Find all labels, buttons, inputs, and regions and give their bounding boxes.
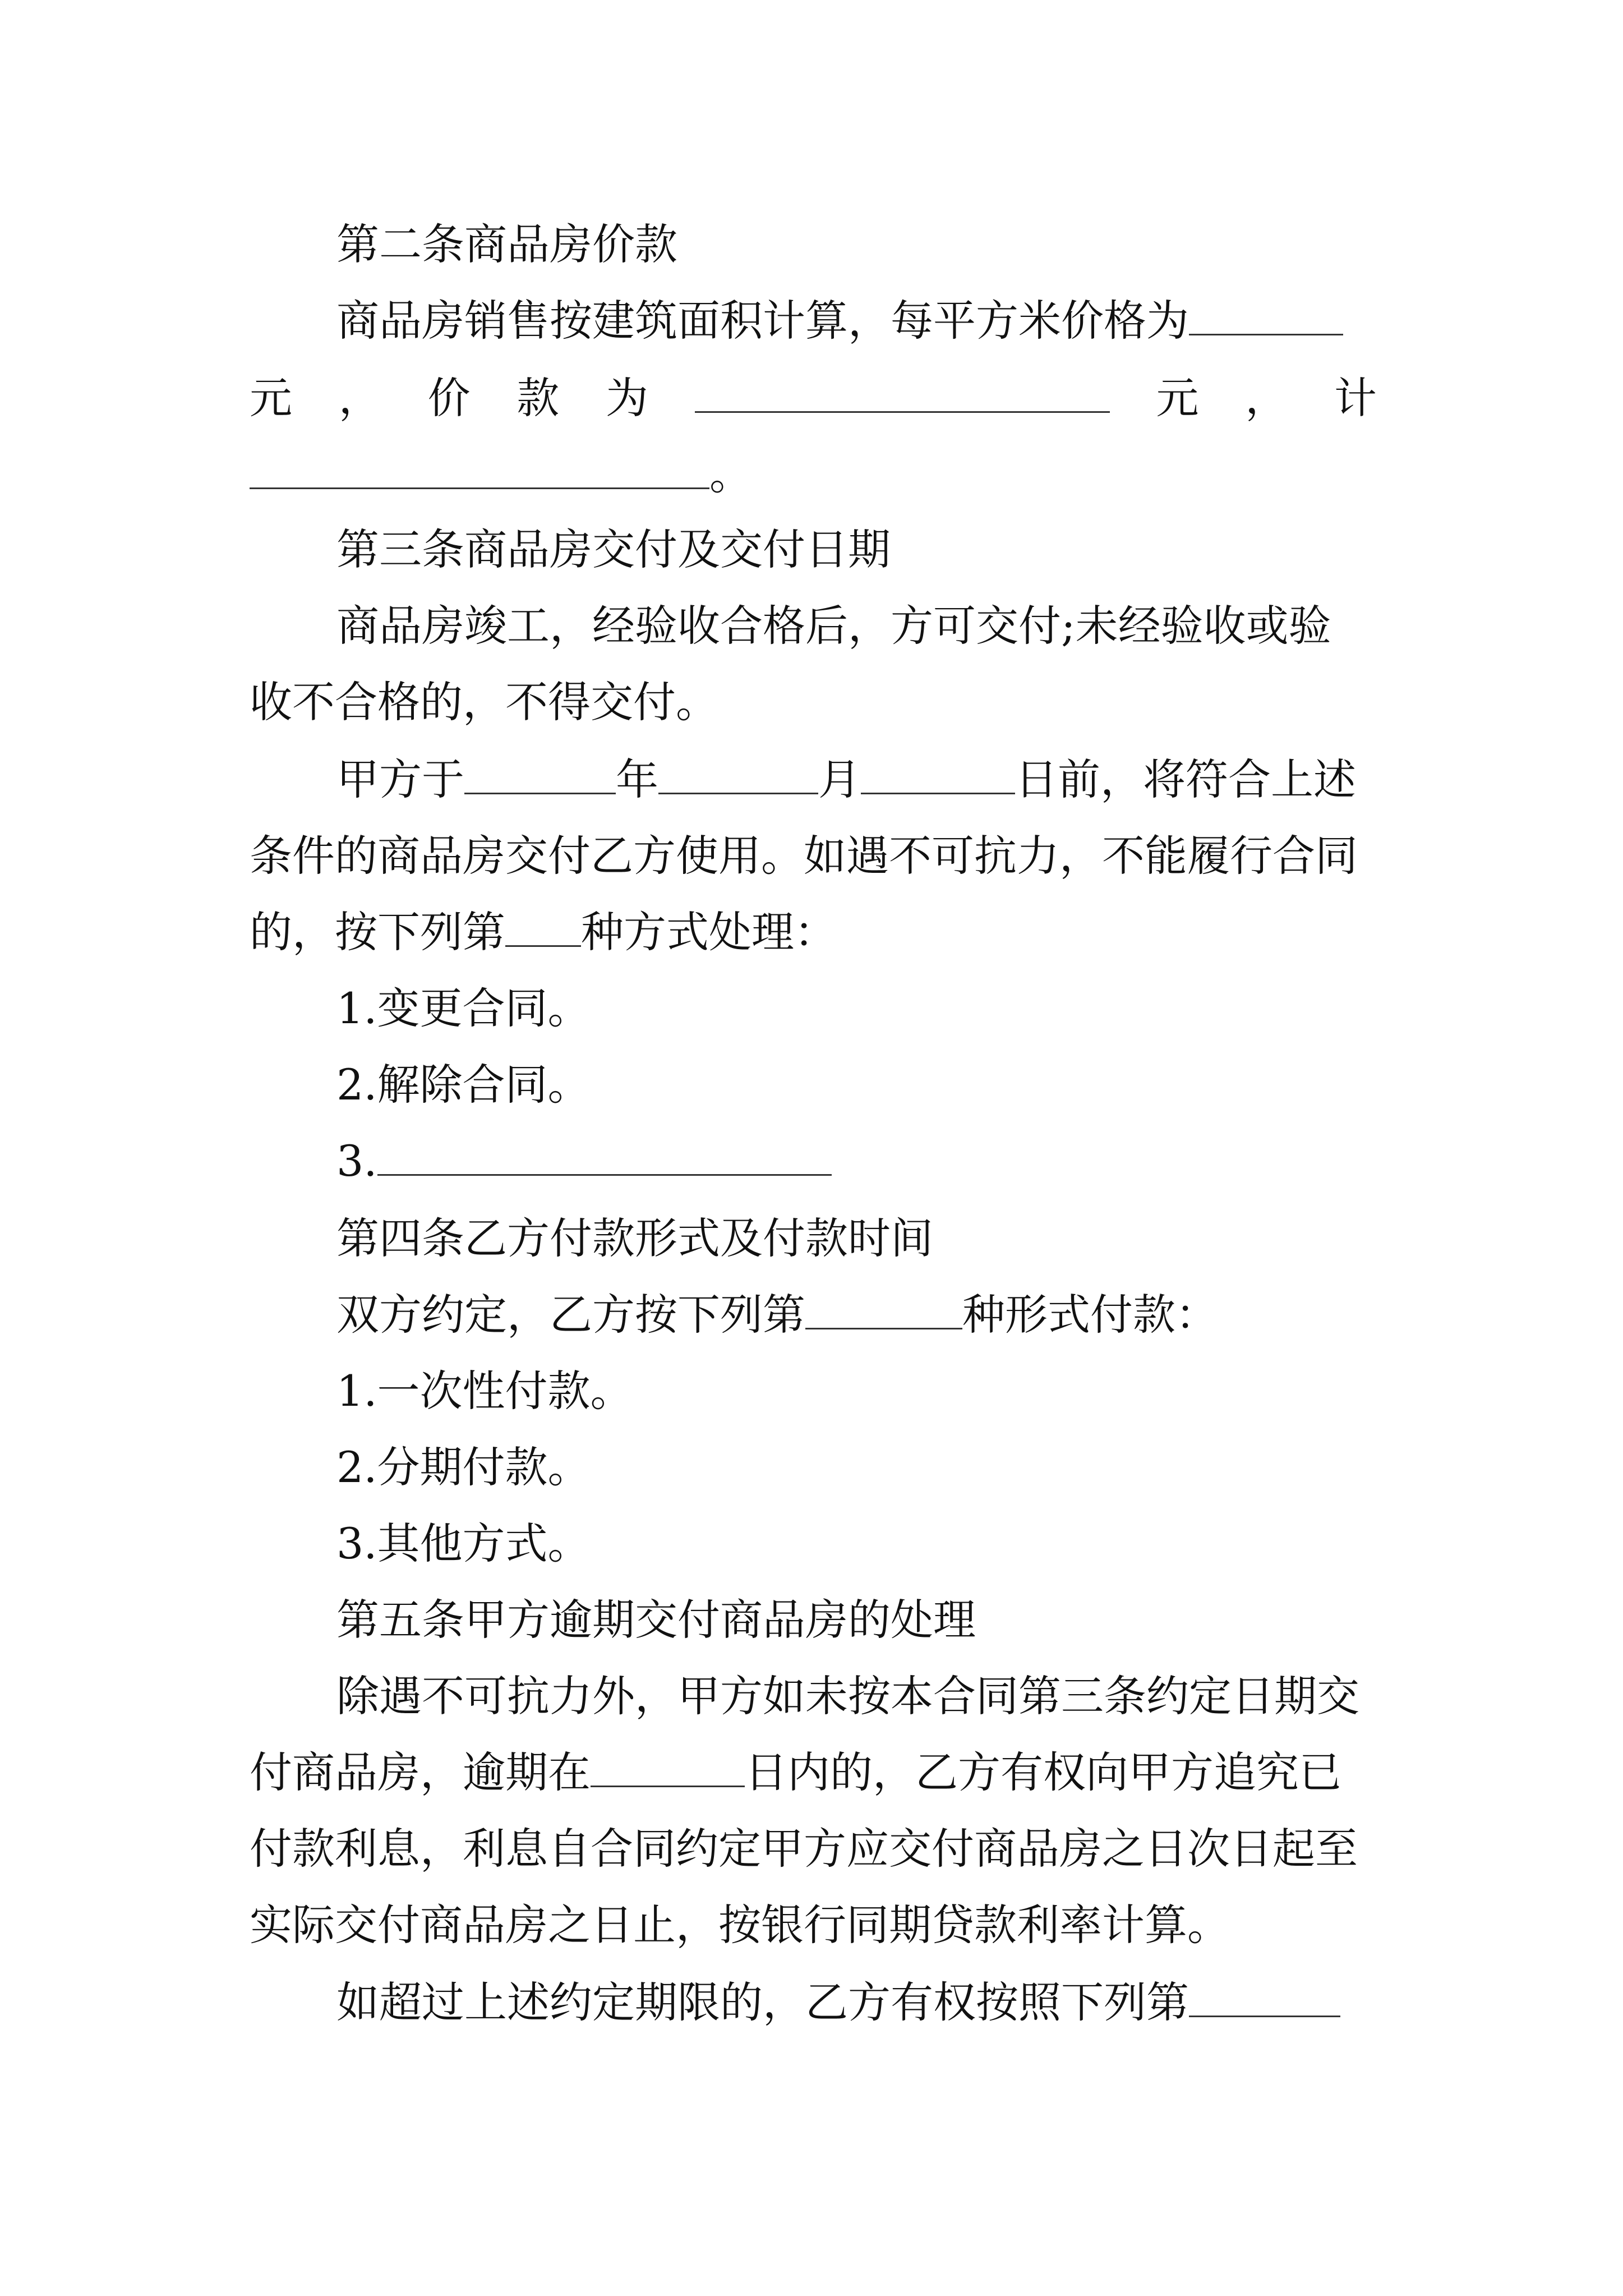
article-4-option-3: 3.其他方式。 <box>336 1519 591 1568</box>
article-5-p2 <box>250 1969 1377 2036</box>
article-2-price-line <box>250 287 1377 355</box>
payment-prefix: 双方约定，乙方按下列第 <box>336 1290 805 1340</box>
comma-2: ， <box>1245 373 1288 423</box>
price-text: 商品房销售按建筑面积计算，每平方米价格为 <box>336 296 1189 346</box>
payment-form-blank[interactable] <box>805 1289 962 1329</box>
unit-yuan-1: 元 <box>250 373 292 423</box>
article-4-option-2: 2.分期付款。 <box>336 1442 591 1492</box>
total-price-blank[interactable] <box>695 372 1110 413</box>
overdue-days-blank[interactable] <box>591 1746 745 1787</box>
option-number-blank[interactable] <box>505 906 581 947</box>
period: 。 <box>709 449 752 499</box>
unit-yuan-2: 元 <box>1156 373 1199 423</box>
article-2-total-line <box>250 365 1377 432</box>
char-kuan: 款 <box>517 373 560 423</box>
article-3-p1-line1: 商品房竣工，经验收合格后，方可交付;未经验收或验 <box>336 601 1331 651</box>
article-3-date-line <box>250 746 1377 813</box>
option-3-label: 3. <box>336 1136 377 1186</box>
article-3-p2-line3 <box>250 899 1377 966</box>
article-4-p1 <box>250 1281 1377 1349</box>
article-3-p1-line2: 收不合格的，不得交付。 <box>250 677 718 727</box>
date-prefix: 甲方于 <box>336 754 464 804</box>
char-jia: 价 <box>427 373 471 423</box>
article-4-heading: 第四条乙方付款形式及付款时间 <box>336 1213 933 1263</box>
payment-suffix: 种形式付款： <box>962 1290 1218 1340</box>
char-wei: 为 <box>606 373 648 423</box>
article-5-p1-line2 <box>250 1739 1377 1806</box>
exceed-option-blank[interactable] <box>1189 1976 1340 2017</box>
article-2-heading: 第二条商品房价款 <box>336 219 677 269</box>
month-label: 月 <box>818 754 861 804</box>
year-label: 年 <box>616 754 658 804</box>
article-3-heading: 第三条商品房交付及交付日期 <box>336 524 891 574</box>
article-5-p1-line4: 实际交付商品房之日止，按银行同期贷款利率计算。 <box>250 1900 1230 1950</box>
month-blank[interactable] <box>658 753 818 794</box>
char-ji: 计 <box>1334 373 1377 423</box>
overdue-suffix: 日内的，乙方有权向甲方追究已 <box>745 1747 1341 1797</box>
total-amount-blank[interactable] <box>250 448 709 489</box>
article-3-p2-line2: 条件的商品房交付乙方使用。如遇不可抗力，不能履行合同 <box>250 831 1358 881</box>
article-3-option-2: 2.解除合同。 <box>336 1060 591 1110</box>
comma-1: ， <box>338 373 381 423</box>
overdue-prefix: 付商品房，逾期在 <box>250 1747 591 1797</box>
article-3-option-1: 1.变更合同。 <box>336 983 591 1033</box>
price-per-sqm-blank[interactable] <box>1189 295 1343 335</box>
option-suffix: 种方式处理： <box>581 907 837 957</box>
article-2-amount-line <box>250 441 1377 508</box>
day-suffix: 日前，将符合上述 <box>1015 754 1356 804</box>
day-blank[interactable] <box>861 753 1015 794</box>
option-prefix: 的，按下列第 <box>250 907 505 957</box>
article-5-heading: 第五条甲方逾期交付商品房的处理 <box>336 1595 976 1645</box>
article-5-p1-line1: 除遇不可抗力外，甲方如未按本合同第三条约定日期交 <box>336 1671 1359 1721</box>
year-blank[interactable] <box>464 753 616 794</box>
article-4-option-1: 1.一次性付款。 <box>336 1366 633 1416</box>
exceed-text: 如超过上述约定期限的，乙方有权按照下列第 <box>336 1977 1189 2027</box>
option-3-blank[interactable] <box>377 1135 832 1176</box>
article-5-p1-line3: 付款利息，利息自合同约定甲方应交付商品房之日次日起至 <box>250 1824 1358 1874</box>
article-3-option-3 <box>250 1128 1377 1195</box>
